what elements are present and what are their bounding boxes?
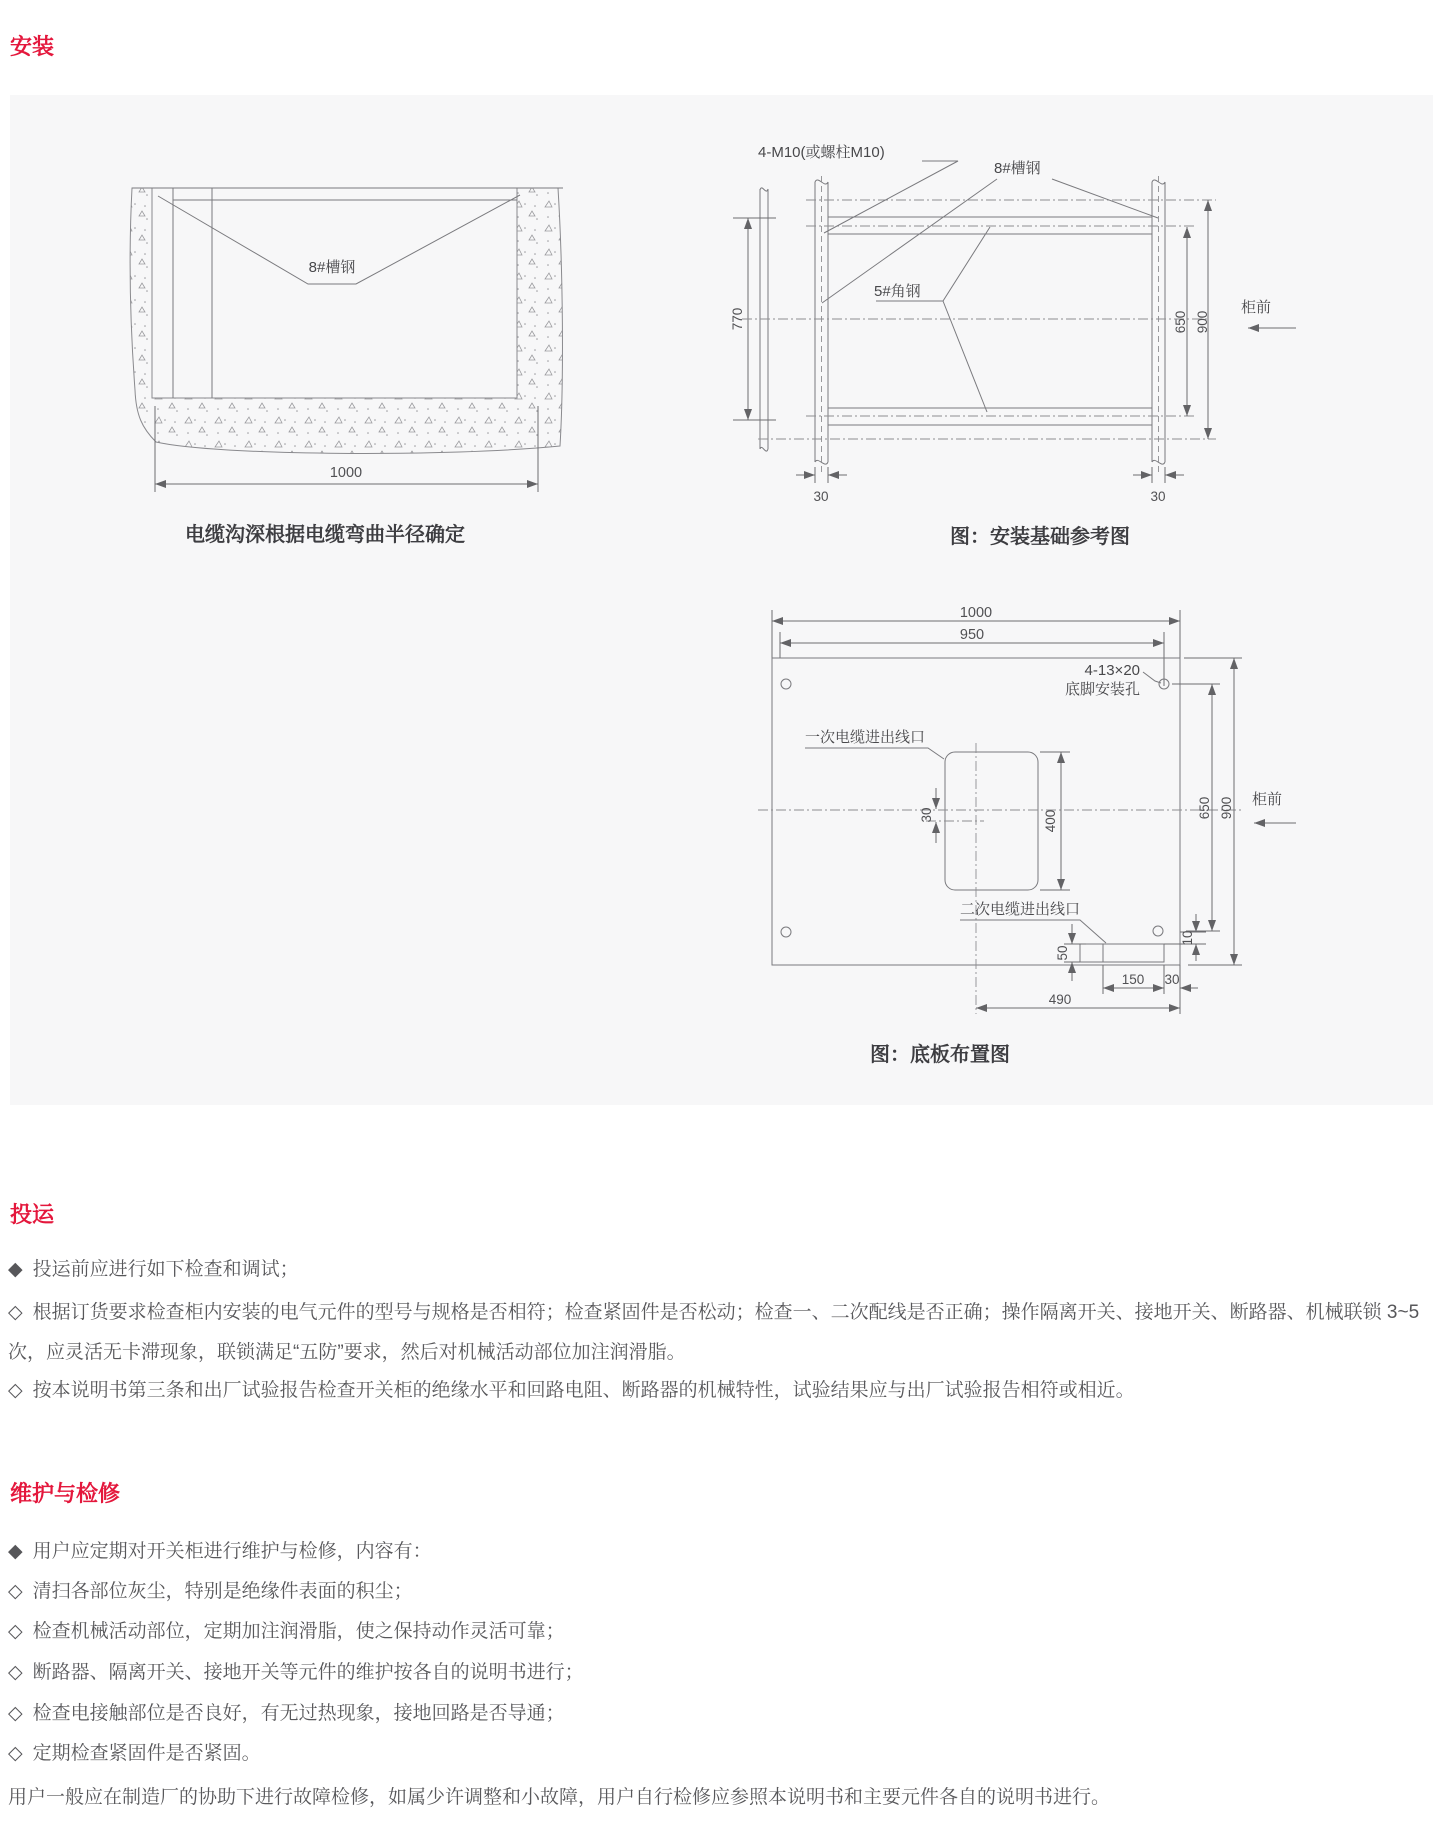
item-text: 按本说明书第三条和出厂试验报告检查开关柜的绝缘水平和回路电阻、断路器的机械特性，试验结果应与出厂试验报告相符或相近。 xyxy=(32,1380,1135,1401)
plate-inner-width-dim: 950 xyxy=(959,627,985,643)
section-heading-commissioning: 投运 xyxy=(10,1202,55,1227)
maintenance-item xyxy=(8,1572,1434,1612)
holes-label-line1: 4-13×20 xyxy=(1084,662,1140,679)
angle-steel-label: 5#角钢 xyxy=(874,283,921,300)
maintenance-footer: 用户一般应在制造厂的协助下进行故障检修，如属少许调整和小故障，用户自行检修应参照本说明书和主要元件各自的说明书进行。 xyxy=(8,1787,1111,1808)
cabinet-front-label: 柜前 xyxy=(1241,299,1272,316)
commissioning-item xyxy=(8,1293,1434,1373)
mounting-hole xyxy=(1153,926,1163,936)
trench-caption: 电缆沟深根据电缆弯曲半径确定 xyxy=(185,524,465,546)
commissioning-item xyxy=(8,1371,1434,1411)
item-text: 检查电接触部位是否良好，有无过热现象，接地回路是否导通； xyxy=(32,1703,565,1724)
height-dim-50: 50 xyxy=(1055,945,1070,961)
channel-steel-label: 8#槽钢 xyxy=(308,259,356,276)
trench-diagram xyxy=(90,150,590,540)
opening-dim: 400 xyxy=(1043,809,1058,833)
item-text: 根据订货要求检查柜内安装的电气元件的型号与规格是否相符；检查紧固件是否松动；检查一、二次配线是否正确；操作隔离开关、接地开关、断路器、机械联锁 3~5 次，应灵活无卡滞现象，联锁满足“五防”要求，然后对机械活动部位加注润滑脂。 xyxy=(8,1302,1420,1363)
trench-concrete xyxy=(130,188,562,453)
item-text: 检查机械活动部位，定期加注润滑脂，使之保持动作灵活可靠； xyxy=(32,1621,565,1642)
mounting-hole xyxy=(781,927,791,937)
item-text: 用户应定期对开关柜进行维护与检修，内容有： xyxy=(32,1541,432,1562)
plate-outer-dim: 900 xyxy=(1219,796,1234,820)
diamond-hollow-icon: ◇ xyxy=(8,1581,23,1602)
maintenance-item xyxy=(8,1734,1434,1774)
secondary-cable-label: 二次电缆进出线口 xyxy=(960,901,1081,918)
width-dim-150: 150 xyxy=(1121,972,1145,987)
foundation-caption: 图：安装基础参考图 xyxy=(950,526,1130,548)
channel-steel-label: 8#槽钢 xyxy=(994,160,1041,177)
foundation-diagram xyxy=(700,100,1300,520)
section-heading-maintenance: 维护与检修 xyxy=(10,1481,121,1506)
diamond-hollow-icon: ◇ xyxy=(8,1743,23,1764)
plate-inner-dim: 650 xyxy=(1197,796,1212,820)
bolt-label: 4-M10(或螺柱M10) xyxy=(758,144,885,161)
commissioning-item xyxy=(8,1250,1434,1290)
maintenance-item xyxy=(8,1532,1434,1572)
width-dim-30: 30 xyxy=(1164,972,1180,987)
holes-label-line2: 底脚安装孔 xyxy=(1064,681,1140,698)
item-text: 清扫各部位灰尘，特别是绝缘件表面的积尘； xyxy=(32,1581,413,1602)
primary-cable-label: 一次电缆进出线口 xyxy=(805,729,926,746)
item-text: 投运前应进行如下检查和调试； xyxy=(32,1259,299,1280)
rail-dim-right: 30 xyxy=(1150,489,1166,504)
item-text: 定期检查紧固件是否紧固。 xyxy=(32,1743,261,1764)
baseplate-caption: 图：底板布置图 xyxy=(870,1044,1010,1066)
foundation-inner-dim: 650 xyxy=(1173,310,1188,334)
rail-dim-left: 30 xyxy=(813,489,829,504)
foundation-height-dim: 770 xyxy=(730,307,745,331)
offset-dim: 30 xyxy=(919,807,934,823)
diamond-hollow-icon: ◇ xyxy=(8,1380,23,1401)
maintenance-item xyxy=(8,1612,1434,1652)
item-text: 断路器、隔离开关、接地开关等元件的维护按各自的说明书进行； xyxy=(32,1662,584,1683)
diamond-hollow-icon: ◇ xyxy=(8,1703,23,1724)
baseplate-diagram xyxy=(640,580,1300,1020)
center-dim: 490 xyxy=(1048,992,1072,1007)
foundation-outer-dim: 900 xyxy=(1195,310,1210,334)
diamond-hollow-icon: ◇ xyxy=(8,1662,23,1683)
maintenance-item xyxy=(8,1653,1434,1693)
diamond-hollow-icon: ◇ xyxy=(8,1302,23,1323)
trench-width-dim: 1000 xyxy=(329,465,363,481)
secondary-cable-opening xyxy=(1080,944,1164,962)
maintenance-item xyxy=(8,1694,1434,1734)
height-dim-10: 10 xyxy=(1180,930,1195,946)
diamond-filled-icon: ◆ xyxy=(8,1541,23,1562)
diamond-hollow-icon: ◇ xyxy=(8,1621,23,1642)
plate-width-dim: 1000 xyxy=(959,605,993,621)
cabinet-front-label: 柜前 xyxy=(1252,791,1283,808)
section-heading-install: 安装 xyxy=(10,34,55,59)
diamond-filled-icon: ◆ xyxy=(8,1259,23,1280)
mounting-hole xyxy=(781,679,791,689)
